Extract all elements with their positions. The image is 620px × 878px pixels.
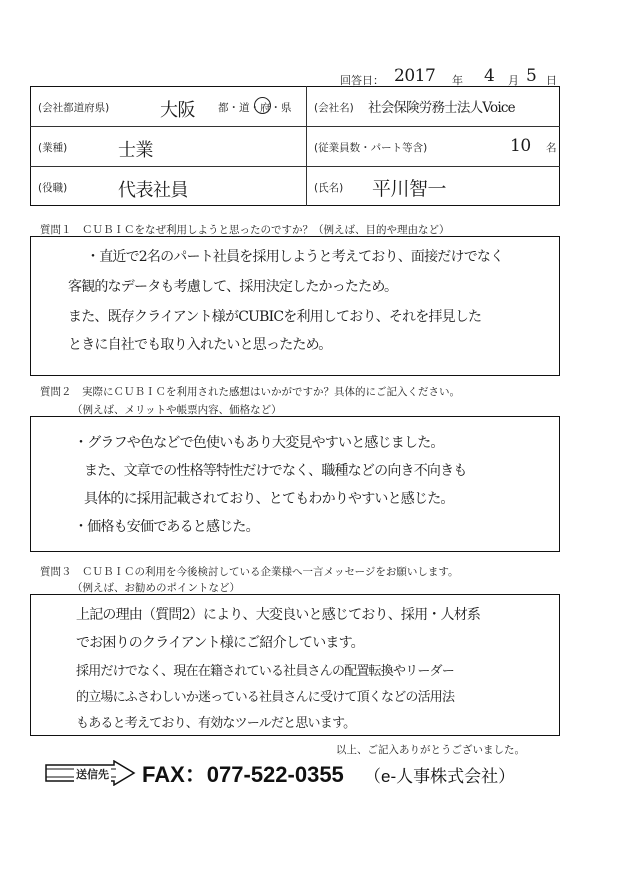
q3-answer-line-3: 採用だけでなく、現在在籍されている社員さんの配置転換やリーダー xyxy=(76,664,454,679)
fax-number: FAX：077-522-0355 xyxy=(142,762,344,787)
prefecture-label: (会社都道府県) xyxy=(38,102,110,114)
name-value: 平川智一 xyxy=(372,178,447,200)
company-label: (会社名) xyxy=(314,102,354,114)
answer-date-month: 4 xyxy=(484,66,495,86)
industry-value: 士業 xyxy=(118,140,153,161)
info-table-row-divider xyxy=(30,166,560,167)
q1-answer-line-4: ときに自社でも取り入れたいと思ったため。 xyxy=(68,337,332,353)
position-label: (役職) xyxy=(38,182,68,194)
q1-answer-line-2: 客観的なデータも考慮して、採用決定したかったため。 xyxy=(68,279,398,295)
employees-unit: 名 xyxy=(546,142,557,154)
position-value: 代表社員 xyxy=(118,180,188,201)
prefecture-suffix: 都・道・府・県 xyxy=(218,102,292,114)
industry-label: (業種) xyxy=(38,142,68,154)
recipient-company: （e-人事株式会社） xyxy=(364,767,516,786)
q2-answer-line-2: また、文章での性格等特性だけでなく、職種などの向き不向きも xyxy=(84,463,467,479)
q2-heading: 質問２ 実際にＣＵＢＩＣを利用された感想はいかがですか？具体的にご記入ください。 xyxy=(40,386,460,398)
answer-date-year-unit: 年 xyxy=(452,74,463,87)
q3-answer-line-5: もあると考えており、有効なツールだと思います。 xyxy=(76,716,356,731)
thanks-message: 以上、ご記入ありがとうございました。 xyxy=(336,744,525,756)
answer-date-year: 2017 xyxy=(394,66,436,86)
q3-answer-line-2: でお困りのクライアント様にご紹介しています。 xyxy=(76,635,364,651)
q2-answer-line-1: ・グラフや色などで色使いもあり大変見やすいと感じました。 xyxy=(74,435,444,451)
q3-answer-line-1: 上記の理由（質問2）により、大変良いと感じており、採用・人材系 xyxy=(76,607,481,623)
answer-date-day: 5 xyxy=(526,66,537,86)
q2-answer-line-3: 具体的に採用記載されており、とてもわかりやすいと感じた。 xyxy=(84,491,454,507)
q2-subheading: （例えば、メリットや帳票内容、価格など） xyxy=(72,404,282,416)
employees-value: 10 xyxy=(510,136,531,156)
send-to-label: 送信先 xyxy=(76,768,109,781)
q1-heading: 質問１ ＣＵＢＩＣをなぜ利用しようと思ったのですか？（例えば、目的や理由など） xyxy=(40,224,450,236)
prefecture-circle-mark xyxy=(254,97,271,114)
q1-answer-line-3: また、既存クライアント様がCUBICを利用しており、それを拝見した xyxy=(68,309,482,325)
q2-answer-line-4: ・価格も安価であると感じた。 xyxy=(74,519,259,535)
prefecture-value: 大阪 xyxy=(160,100,195,121)
company-value: 社会保険労務士法人Voice xyxy=(368,100,515,116)
name-label: (氏名) xyxy=(314,182,344,194)
employees-label: (従業員数・パート等含) xyxy=(314,142,428,154)
info-table-row-divider xyxy=(30,126,560,127)
q3-answer-line-4: 的立場にふさわしいか迷っている社員さんに受けて頂くなどの活用法 xyxy=(76,690,455,705)
q1-answer-line-1: ・直近で2名のパート社員を採用しようと考えており、面接だけでなく xyxy=(86,249,504,265)
q3-subheading: （例えば、お勧めのポイントなど） xyxy=(72,582,240,594)
answer-date-day-unit: 日 xyxy=(546,74,557,87)
info-table-col-divider xyxy=(306,86,307,206)
answer-date-label: 回答日： xyxy=(340,74,384,87)
answer-date-month-unit: 月 xyxy=(508,74,519,87)
q3-heading: 質問３ ＣＵＢＩＣの利用を今後検討している企業様へ一言メッセージをお願いします。 xyxy=(40,566,459,578)
